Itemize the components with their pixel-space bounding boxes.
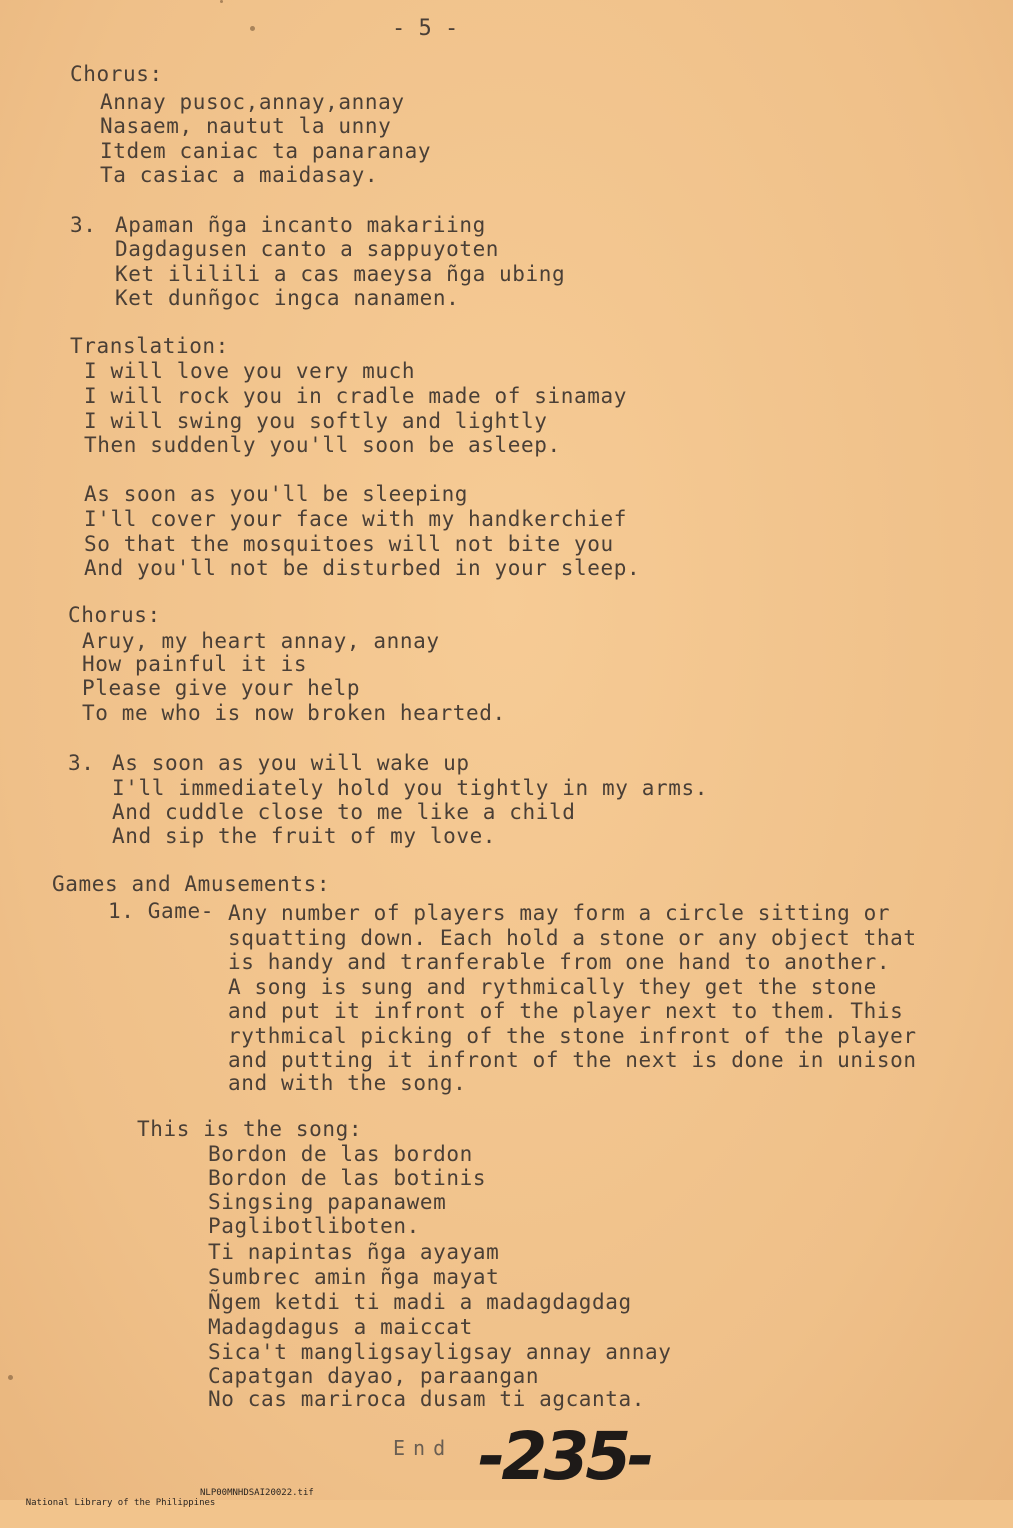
chorus-line: Annay pusoc,annay,annay [100, 90, 405, 114]
handwritten-page-number: -235- [478, 1418, 651, 1495]
song-line: Sumbrec amin ñga mayat [208, 1265, 500, 1289]
song-line: Ti napintas ñga ayayam [208, 1240, 500, 1264]
chorus-line: Aruy, my heart annay, annay [82, 629, 440, 653]
footer-filename: NLP00MNHDSAI20022.tif [200, 1488, 314, 1498]
song-line: Bordon de las bordon [208, 1142, 473, 1166]
song-line: Bordon de las botinis [208, 1166, 487, 1190]
game-item-label: 1. Game- [108, 899, 214, 923]
translation-line: I will swing you softly and lightly [84, 409, 548, 433]
paper-speck [8, 1375, 13, 1380]
song-line: No cas mariroca dusam ti agcanta. [208, 1387, 646, 1411]
translation-heading: Translation: [70, 334, 229, 358]
verse-line: Apaman ñga incanto makariing [115, 213, 486, 237]
games-heading: Games and Amusements: [52, 872, 331, 896]
paper-speck [220, 0, 223, 3]
verse-line: And sip the fruit of my love. [112, 824, 497, 848]
chorus-line: Please give your help [82, 676, 361, 700]
footer [4, 1488, 314, 1528]
song-line: Singsing papanawem [208, 1190, 447, 1214]
game-description-line: A song is sung and rythmically they get the stone [228, 975, 877, 999]
translation-line: I will rock you in cradle made of sinamay [84, 384, 627, 408]
translation-line: Then suddenly you'll soon be asleep. [84, 433, 561, 457]
chorus-line: To me who is now broken hearted. [82, 701, 506, 725]
game-description-line: squatting down. Each hold a stone or any object that [228, 926, 917, 950]
verse-line: I'll immediately hold you tightly in my arms. [112, 776, 708, 800]
chorus-line: Ta casiac a maidasay. [100, 163, 379, 187]
chorus-line: Itdem caniac ta panaranay [100, 139, 432, 163]
verse-number: 3. [68, 751, 95, 775]
end-marker: End [393, 1436, 454, 1460]
game-description-line: Any number of players may form a circle sitting or [228, 901, 891, 925]
game-description-line: rythmical picking of the stone infront of the player [228, 1024, 917, 1048]
paper-speck [250, 26, 255, 31]
chorus-line: Nasaem, nautut la unny [100, 114, 392, 138]
game-description-line: and with the song. [228, 1071, 467, 1095]
game-description-line: and putting it infront of the next is done in unison [228, 1048, 917, 1072]
song-line: Sica't mangligsayligsay annay annay [208, 1340, 672, 1364]
page-number: - 5 - [392, 16, 459, 41]
song-line: Capatgan dayao, paraangan [208, 1364, 540, 1388]
song-line: Paglibotliboten. [208, 1214, 420, 1238]
verse-line: Ket dunñgoc ingca nanamen. [115, 286, 460, 310]
game-description-line: and put it infront of the player next to them. This [228, 999, 904, 1023]
game-description-line: is handy and tranferable from one hand to another. [228, 950, 891, 974]
translation-line: As soon as you'll be sleeping [84, 482, 469, 506]
verse-line: Dagdagusen canto a sappuyoten [115, 237, 500, 261]
verse-number: 3. [70, 213, 97, 237]
song-line: Ñgem ketdi ti madi a madagdagdag [208, 1290, 632, 1314]
translation-line: So that the mosquitoes will not bite you [84, 532, 614, 556]
song-line: Madagdagus a maiccat [208, 1315, 473, 1339]
translation-line: I will love you very much [84, 359, 416, 383]
footer-library: National Library of the Philippines [25, 1498, 216, 1508]
verse-line: As soon as you will wake up [112, 751, 470, 775]
verse-line: Ket ililili a cas maeysa ñga ubing [115, 262, 566, 286]
translation-line: And you'll not be disturbed in your sleep. [84, 556, 641, 580]
chorus-line: How painful it is [82, 652, 308, 676]
verse-line: And cuddle close to me like a child [112, 800, 576, 824]
chorus-heading: Chorus: [68, 603, 161, 627]
translation-line: I'll cover your face with my handkerchief [84, 507, 627, 531]
song-intro: This is the song: [137, 1117, 363, 1141]
chorus-heading: Chorus: [70, 62, 163, 86]
